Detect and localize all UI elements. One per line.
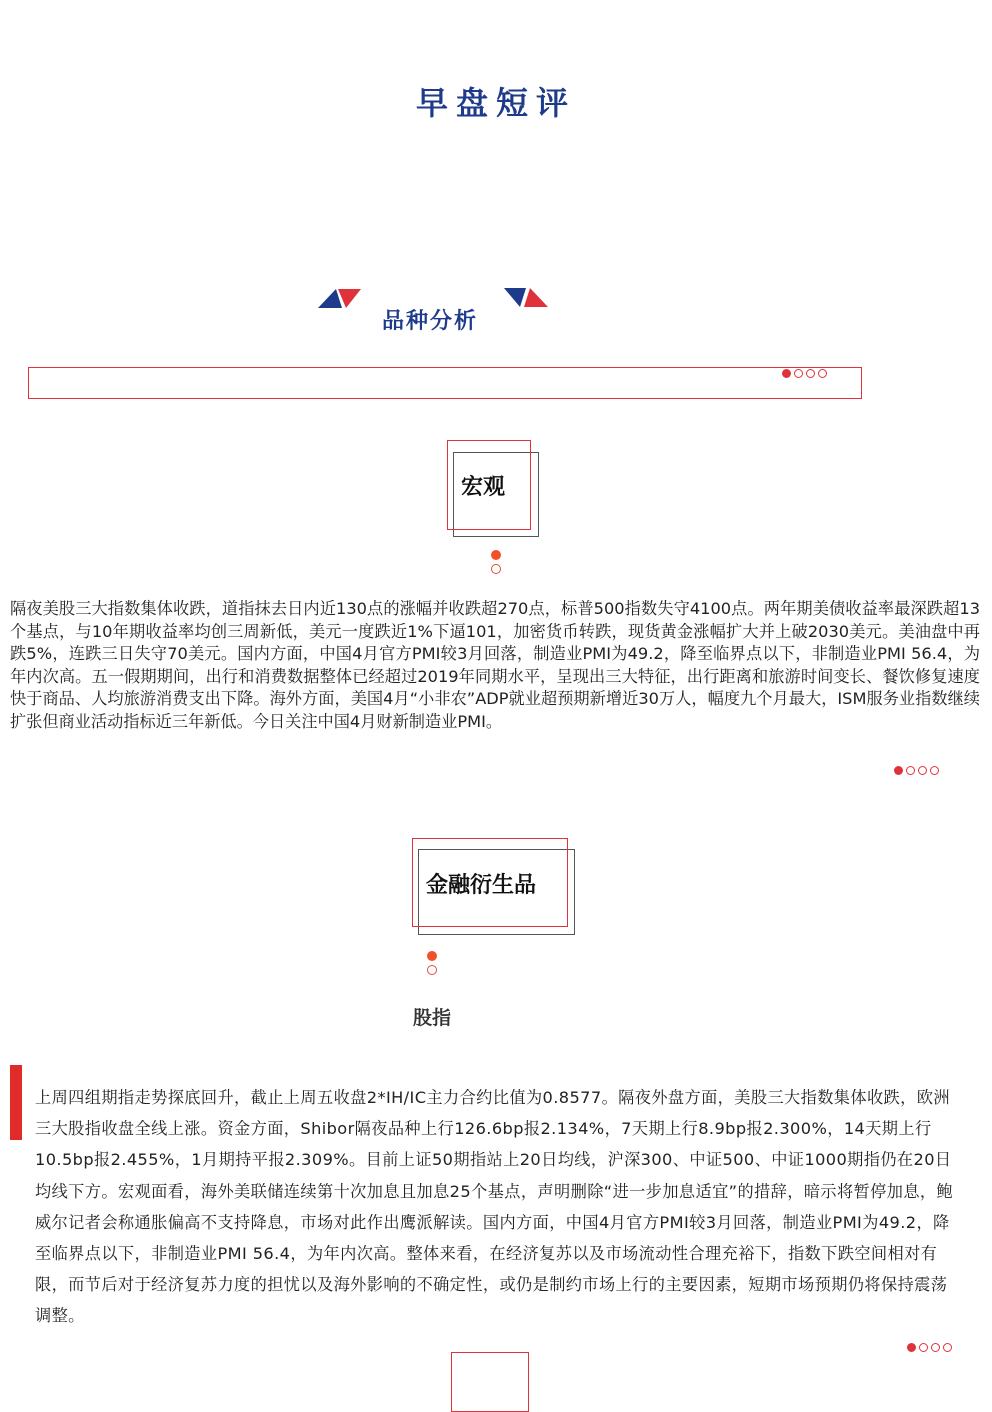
vdot-active — [491, 550, 501, 560]
dot — [906, 766, 915, 775]
dot — [806, 369, 815, 378]
macro-paragraph: 隔夜美股三大指数集体收跌，道指抹去日内近130点的涨幅并收跌超270点，标普500指数失守4100点。两年期美债收益率最深跌超13个基点，与10年期收益率均创三周新低，美元一度跌近1%下逼101，加密货币转跌，现货黄金涨幅扩大并上破2030美元。美油盘中再跌5%，连跌三日失守70美元。国内方面，中国4月官方PMI较3月回落，制造业PMI为49.2，降至临界点以下，非制造业PMI 56.4，为年内次高。五一假期期间，出行和消费数据整体已经超过2019年同期水平，呈现出三大特征，出行距离和旅游时间变长、餐饮修复速度快于商品、人均旅游消费支出下降。海外方面，美国4月“小非农”ADP就业超预期新增近30万人，幅度九个月最大，ISM服务业指数继续扩张但商业活动指标近三年新低。今日关注中国4月财新制造业PMI。 — [10, 599, 981, 731]
dots-indicator — [782, 369, 827, 378]
dot — [818, 369, 827, 378]
vdot-active — [427, 951, 437, 961]
next-tag-frame-partial — [451, 1352, 529, 1412]
dot — [794, 369, 803, 378]
document-title: 早盘短评 — [415, 84, 576, 122]
derivatives-tag-label: 金融衍生品 — [426, 873, 537, 898]
vdot — [427, 965, 437, 975]
section-banner — [28, 367, 862, 399]
dots-indicator — [894, 766, 939, 775]
dot — [919, 1343, 928, 1352]
dots-indicator — [907, 1343, 952, 1352]
derivatives-paragraph: 上周四组期指走势探底回升，截止上周五收盘2*IH/IC主力合约比值为0.8577。隔夜外盘方面，美股三大指数集体收跌，欧洲三大股指收盘全线上涨。资金方面，Shibor隔夜品种上行126.6bp报2.134%，7天期上行8.9bp报2.300%，14天期上行10.5bp报2.455%，1月期持平报2.309%。目前上证50期指站上20日均线，沪深300、中证500、中证1000期指仍在20日均线下方。宏观面看，海外美联储连续第十次加息且加息25个基点，声明删除“进一步加息适宜”的措辞，暗示将暂停加息，鲍威尔记者会称通胀偏高不支持降息，市场对此作出鹰派解读。国内方面，中国4月官方PMI较3月回落，制造业PMI为49.2，降至临界点以下，非制造业PMI 56.4，为年内次高。整体来看，在经济复苏以及市场流动性合理充裕下，指数下跌空间相对有限，而节后对于经济复苏力度的担忧以及海外影响的不确定性，或仍是制约市场上行的主要因素，短期市场预期仍将保持震荡调整。 — [35, 1088, 954, 1326]
macro-tag-label: 宏观 — [461, 475, 506, 500]
vertical-dots — [491, 550, 501, 574]
dot — [918, 766, 927, 775]
triangle-decoration-right — [504, 286, 550, 310]
dot — [930, 766, 939, 775]
dot-active — [782, 369, 791, 378]
section-heading: 品种分析 — [381, 309, 478, 334]
derivatives-tag — [412, 838, 576, 936]
macro-tag — [447, 440, 539, 538]
vdot — [491, 564, 501, 574]
dot-active — [894, 766, 903, 775]
subheading-stock-index: 股指 — [413, 1007, 452, 1029]
paragraph-accent-bar — [10, 1065, 22, 1140]
dot-active — [907, 1343, 916, 1352]
dot — [931, 1343, 940, 1352]
dot — [943, 1343, 952, 1352]
triangle-decoration-left — [318, 287, 364, 311]
vertical-dots — [427, 951, 437, 975]
